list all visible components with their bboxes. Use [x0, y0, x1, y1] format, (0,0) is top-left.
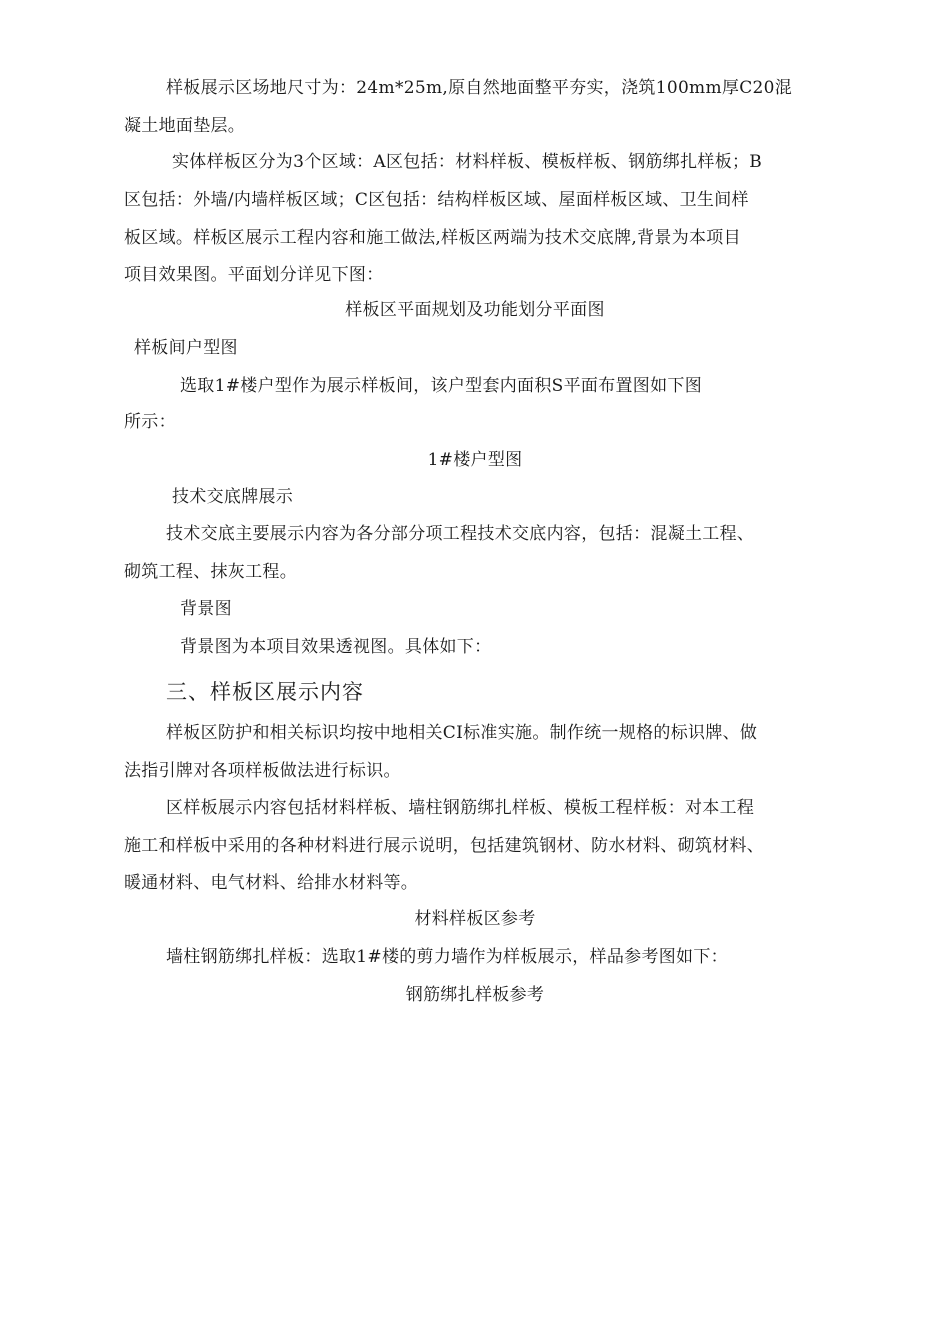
subheading-background: 背景图	[180, 599, 232, 619]
paragraph-zones-line1: 实体样板区分为3个区域：A区包括：材料样板、模板样板、钢筋绑扎样板；B	[172, 152, 763, 172]
paragraph-tech-line2: 砌筑工程、抹灰工程。	[124, 562, 297, 582]
figure-caption-materials: 材料样板区参考	[414, 909, 536, 929]
figure-caption-plan: 样板区平面规划及功能划分平面图	[345, 300, 605, 320]
section-heading-3: 三、样板区展示内容	[166, 680, 364, 704]
figure-caption-unit: 1#楼户型图	[427, 450, 523, 470]
paragraph-materials-line3: 暖通材料、电气材料、给排水材料等。	[124, 873, 419, 893]
paragraph-materials-line2: 施工和样板中采用的各种材料进行展示说明，包括建筑钢材、防水材料、砌筑材料、	[124, 836, 765, 856]
paragraph-zones-line4: 项目效果图。平面划分详见下图：	[124, 265, 384, 285]
paragraph-ci-line2: 法指引牌对各项样板做法进行标识。	[124, 761, 401, 781]
paragraph-rebar: 墙柱钢筋绑扎样板：选取1#楼的剪力墙作为样板展示，样品参考图如下：	[166, 947, 728, 967]
paragraph-ci-line1: 样板区防护和相关标识均按中地相关CI标准实施。制作统一规格的标识牌、做	[166, 723, 758, 743]
paragraph-zones-line3: 板区域。样板区展示工程内容和施工做法,样板区两端为技术交底牌,背景为本项目	[124, 228, 741, 248]
subheading-tech-board: 技术交底牌展示	[172, 487, 294, 507]
paragraph-unit-line1: 选取1#楼户型作为展示样板间，该户型套内面积S平面布置图如下图	[180, 376, 703, 396]
paragraph-materials-line1: 区样板展示内容包括材料样板、墙柱钢筋绑扎样板、模板工程样板：对本工程	[166, 798, 755, 818]
paragraph-zones-line2: 区包括：外墙/内墙样板区域；C区包括：结构样板区域、屋面样板区域、卫生间样	[124, 190, 749, 210]
subheading-unit-plan: 样板间户型图	[134, 338, 238, 358]
figure-caption-rebar: 钢筋绑扎样板参考	[405, 985, 545, 1005]
paragraph-background: 背景图为本项目效果透视图。具体如下：	[180, 637, 492, 657]
paragraph-unit-line2: 所示：	[124, 412, 176, 432]
paragraph-site-size-line1: 样板展示区场地尺寸为：24m*25m,原自然地面整平夯实，浇筑100mm厚C20混	[166, 78, 793, 98]
paragraph-site-size-line2: 凝土地面垫层。	[124, 116, 246, 136]
paragraph-tech-line1: 技术交底主要展示内容为各分部分项工程技术交底内容，包括：混凝土工程、	[166, 524, 755, 544]
